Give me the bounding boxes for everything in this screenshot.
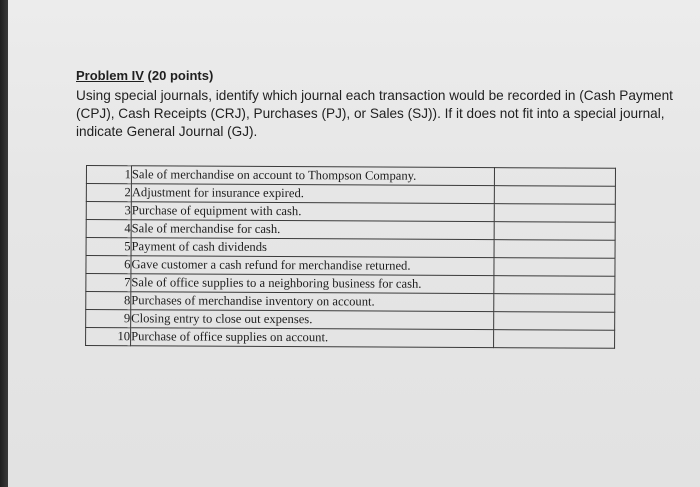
transaction-number: 6 bbox=[86, 256, 131, 274]
journal-answer-cell[interactable] bbox=[494, 186, 615, 205]
table-row bbox=[86, 328, 615, 349]
journal-answer-cell[interactable] bbox=[494, 240, 615, 259]
transaction-description: Payment of cash dividends bbox=[131, 238, 494, 258]
transaction-number: 5 bbox=[86, 238, 131, 256]
journal-answer-cell[interactable] bbox=[494, 312, 615, 331]
transaction-number: 10 bbox=[86, 328, 131, 346]
transaction-description: Closing entry to close out expenses. bbox=[131, 310, 494, 330]
transaction-description: Sale of office supplies to a neighboring business for cash. bbox=[131, 274, 494, 294]
journal-answer-cell[interactable] bbox=[494, 258, 615, 277]
problem-instructions: Using special journals, identify which journal each transaction would be recorded in (Cash Payment (CPJ), Cash Receipts (CRJ), Purchases (PJ), or Sales (SJ)). If it does not fit into a special journal, indicate General Journal (GJ). bbox=[76, 88, 673, 139]
transaction-number: 8 bbox=[86, 292, 131, 310]
transaction-number: 9 bbox=[86, 310, 131, 328]
journal-answer-cell[interactable] bbox=[494, 330, 615, 349]
transaction-description: Purchases of merchandise inventory on account. bbox=[131, 292, 494, 312]
transaction-description: Sale of merchandise for cash. bbox=[131, 220, 494, 240]
page-edge-shadow bbox=[0, 0, 8, 487]
transaction-number: 1 bbox=[86, 166, 131, 184]
journal-answer-cell[interactable] bbox=[494, 294, 615, 313]
transaction-number: 7 bbox=[86, 274, 131, 292]
transaction-description: Adjustment for insurance expired. bbox=[131, 184, 494, 204]
journal-answer-cell[interactable] bbox=[494, 222, 615, 241]
transactions-table bbox=[85, 165, 616, 349]
transaction-description: Gave customer a cash refund for merchandise returned. bbox=[131, 256, 494, 276]
transaction-number: 3 bbox=[86, 202, 131, 220]
transaction-description: Purchase of equipment with cash. bbox=[131, 202, 494, 222]
journal-answer-cell[interactable] bbox=[494, 204, 615, 223]
transaction-description: Sale of merchandise on account to Thompson Company. bbox=[131, 166, 494, 186]
journal-answer-cell[interactable] bbox=[494, 276, 615, 295]
problem-title: Problem IV bbox=[76, 68, 144, 83]
problem-heading bbox=[76, 68, 213, 83]
transaction-description: Purchase of office supplies on account. bbox=[131, 328, 494, 348]
journal-answer-cell[interactable] bbox=[494, 168, 615, 187]
transaction-number: 4 bbox=[86, 220, 131, 238]
problem-points: (20 points) bbox=[147, 68, 214, 83]
transaction-number: 2 bbox=[86, 184, 131, 202]
